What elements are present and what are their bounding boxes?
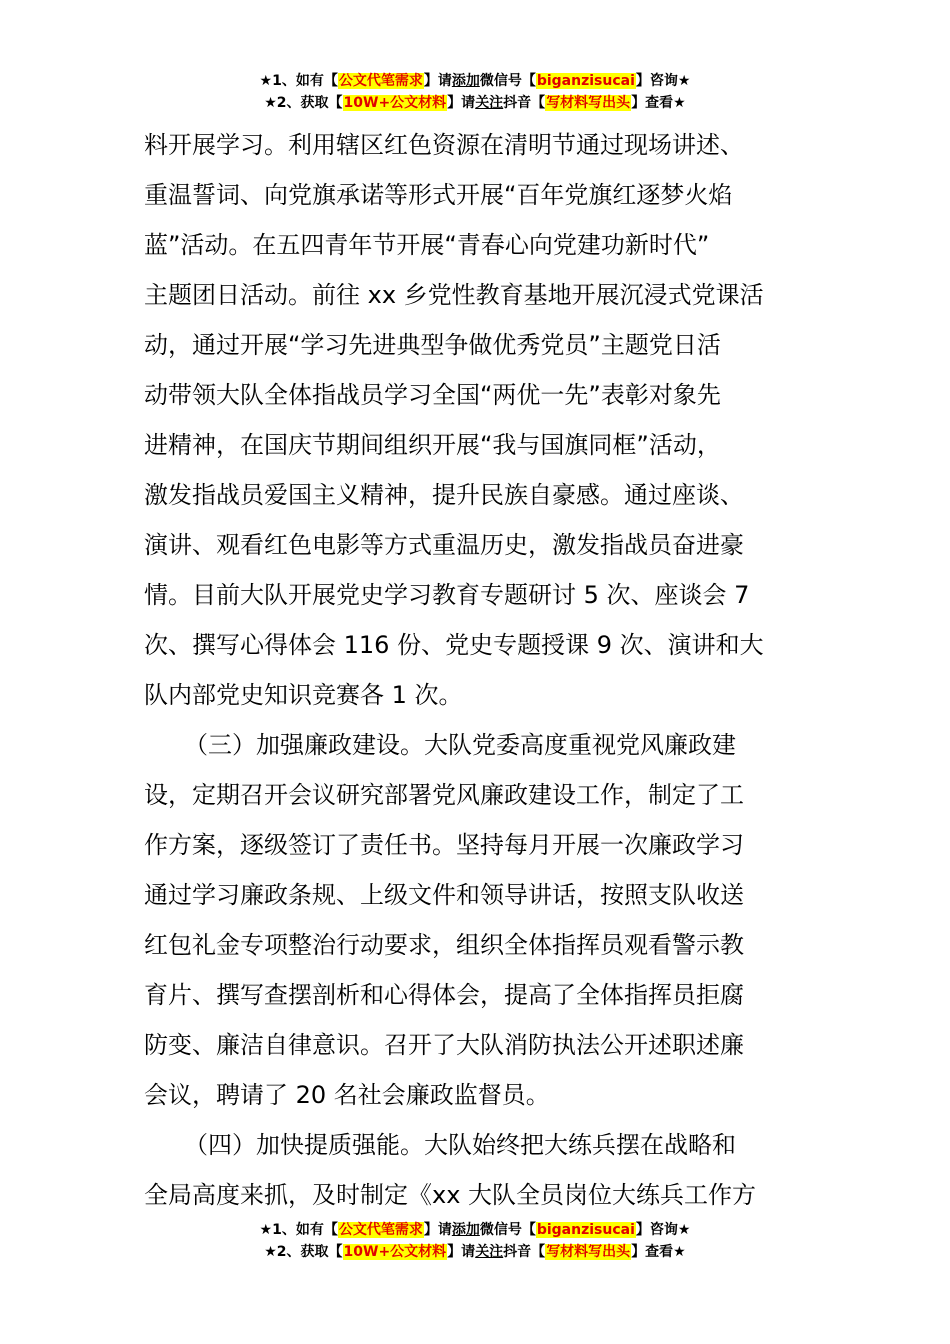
text-line: 激发指战员爱国主义精神，提升民族自豪感。通过座谈、 [144,481,744,509]
text-line: 育片、撰写查摆剖析和心得体会，提高了全体指挥员拒腐 [144,981,744,1009]
text-line: 红包礼金专项整治行动要求，组织全体指挥员观看警示教 [144,931,744,959]
banner-text: 抖音【 [503,1244,546,1260]
banner-highlight: 公文代笔需求 [338,1222,423,1238]
banner-text: 】查看★ [631,95,686,111]
banner-highlight: 10W+公文材料 [343,95,447,111]
text-line: 动，通过开展“学习先进典型争做优秀党员”主题党日活 [144,331,721,359]
text-line: 全局高度来抓，及时制定《xx 大队全员岗位大练兵工作方 [144,1181,757,1209]
text-line: 重温誓词、向党旗承诺等形式开展“百年党旗红逐梦火焰 [144,181,733,209]
header-banner-line-2 [0,92,950,114]
banner-highlight: biganzisucai [536,73,635,89]
banner-highlight: biganzisucai [536,1222,635,1238]
banner-highlight: 10W+公文材料 [343,1244,447,1260]
banner-text: 抖音【 [503,95,546,111]
banner-text: ★2、获取【 [264,1244,343,1260]
banner-underline: 关注 [475,95,504,111]
header-banner-line-1 [0,70,950,92]
text-line: 队内部党史知识竞赛各 1 次。 [144,681,463,709]
text-line: 进精神，在国庆节期间组织开展“我与国旗同框”活动， [144,431,721,459]
text-line: 演讲、观看红色电影等方式重温历史，激发指战员奋进豪 [144,531,744,559]
text-line: 蓝”活动。在五四青年节开展“青春心向党建功新时代” [144,231,710,259]
document-body [144,120,808,1220]
banner-text: 微信号【 [479,1222,536,1238]
banner-text: 】请 [447,95,476,111]
text-line: 主题团日活动。前往 xx 乡党性教育基地开展沉浸式党课活 [144,281,764,309]
text-line: 情。目前大队开展党史学习教育专题研讨 5 次、座谈会 7 [144,581,750,609]
banner-text: ★1、如有【 [259,1222,338,1238]
text-line: 会议，聘请了 20 名社会廉政监督员。 [144,1081,550,1109]
header-banner [0,70,950,114]
banner-text: 】请 [447,1244,476,1260]
banner-text: ★1、如有【 [259,73,338,89]
text-line: 设，定期召开会议研究部署党风廉政建设工作，制定了工 [144,781,744,809]
text-line: 动带领大队全体指战员学习全国“两优一先”表彰对象先 [144,381,721,409]
banner-highlight: 写材料写出头 [546,1244,631,1260]
banner-text: 】咨询★ [635,1222,691,1238]
banner-underline: 添加 [451,1222,480,1238]
banner-underline: 关注 [475,1244,504,1260]
banner-text: 】查看★ [631,1244,686,1260]
paragraph-start-line: （三）加强廉政建设。大队党委高度重视党风廉政建 [184,731,736,759]
footer-banner-line-1 [0,1219,950,1241]
banner-highlight: 公文代笔需求 [338,73,423,89]
banner-text: 微信号【 [479,73,536,89]
banner-text: 】咨询★ [635,73,691,89]
text-line: 防变、廉洁自律意识。召开了大队消防执法公开述职述廉 [144,1031,744,1059]
footer-banner-line-2 [0,1241,950,1263]
banner-highlight: 写材料写出头 [546,95,631,111]
banner-text: 】请 [423,1222,452,1238]
footer-banner [0,1219,950,1263]
paragraph-start-line: （四）加快提质强能。大队始终把大练兵摆在战略和 [184,1131,736,1159]
banner-underline: 添加 [451,73,480,89]
text-line: 次、撰写心得体会 116 份、党史专题授课 9 次、演讲和大 [144,631,764,659]
text-line: 料开展学习。利用辖区红色资源在清明节通过现场讲述、 [144,131,744,159]
text-line: 作方案，逐级签订了责任书。坚持每月开展一次廉政学习 [144,831,744,859]
text-line: 通过学习廉政条规、上级文件和领导讲话，按照支队收送 [144,881,744,909]
banner-text: 】请 [423,73,452,89]
banner-text: ★2、获取【 [264,95,343,111]
